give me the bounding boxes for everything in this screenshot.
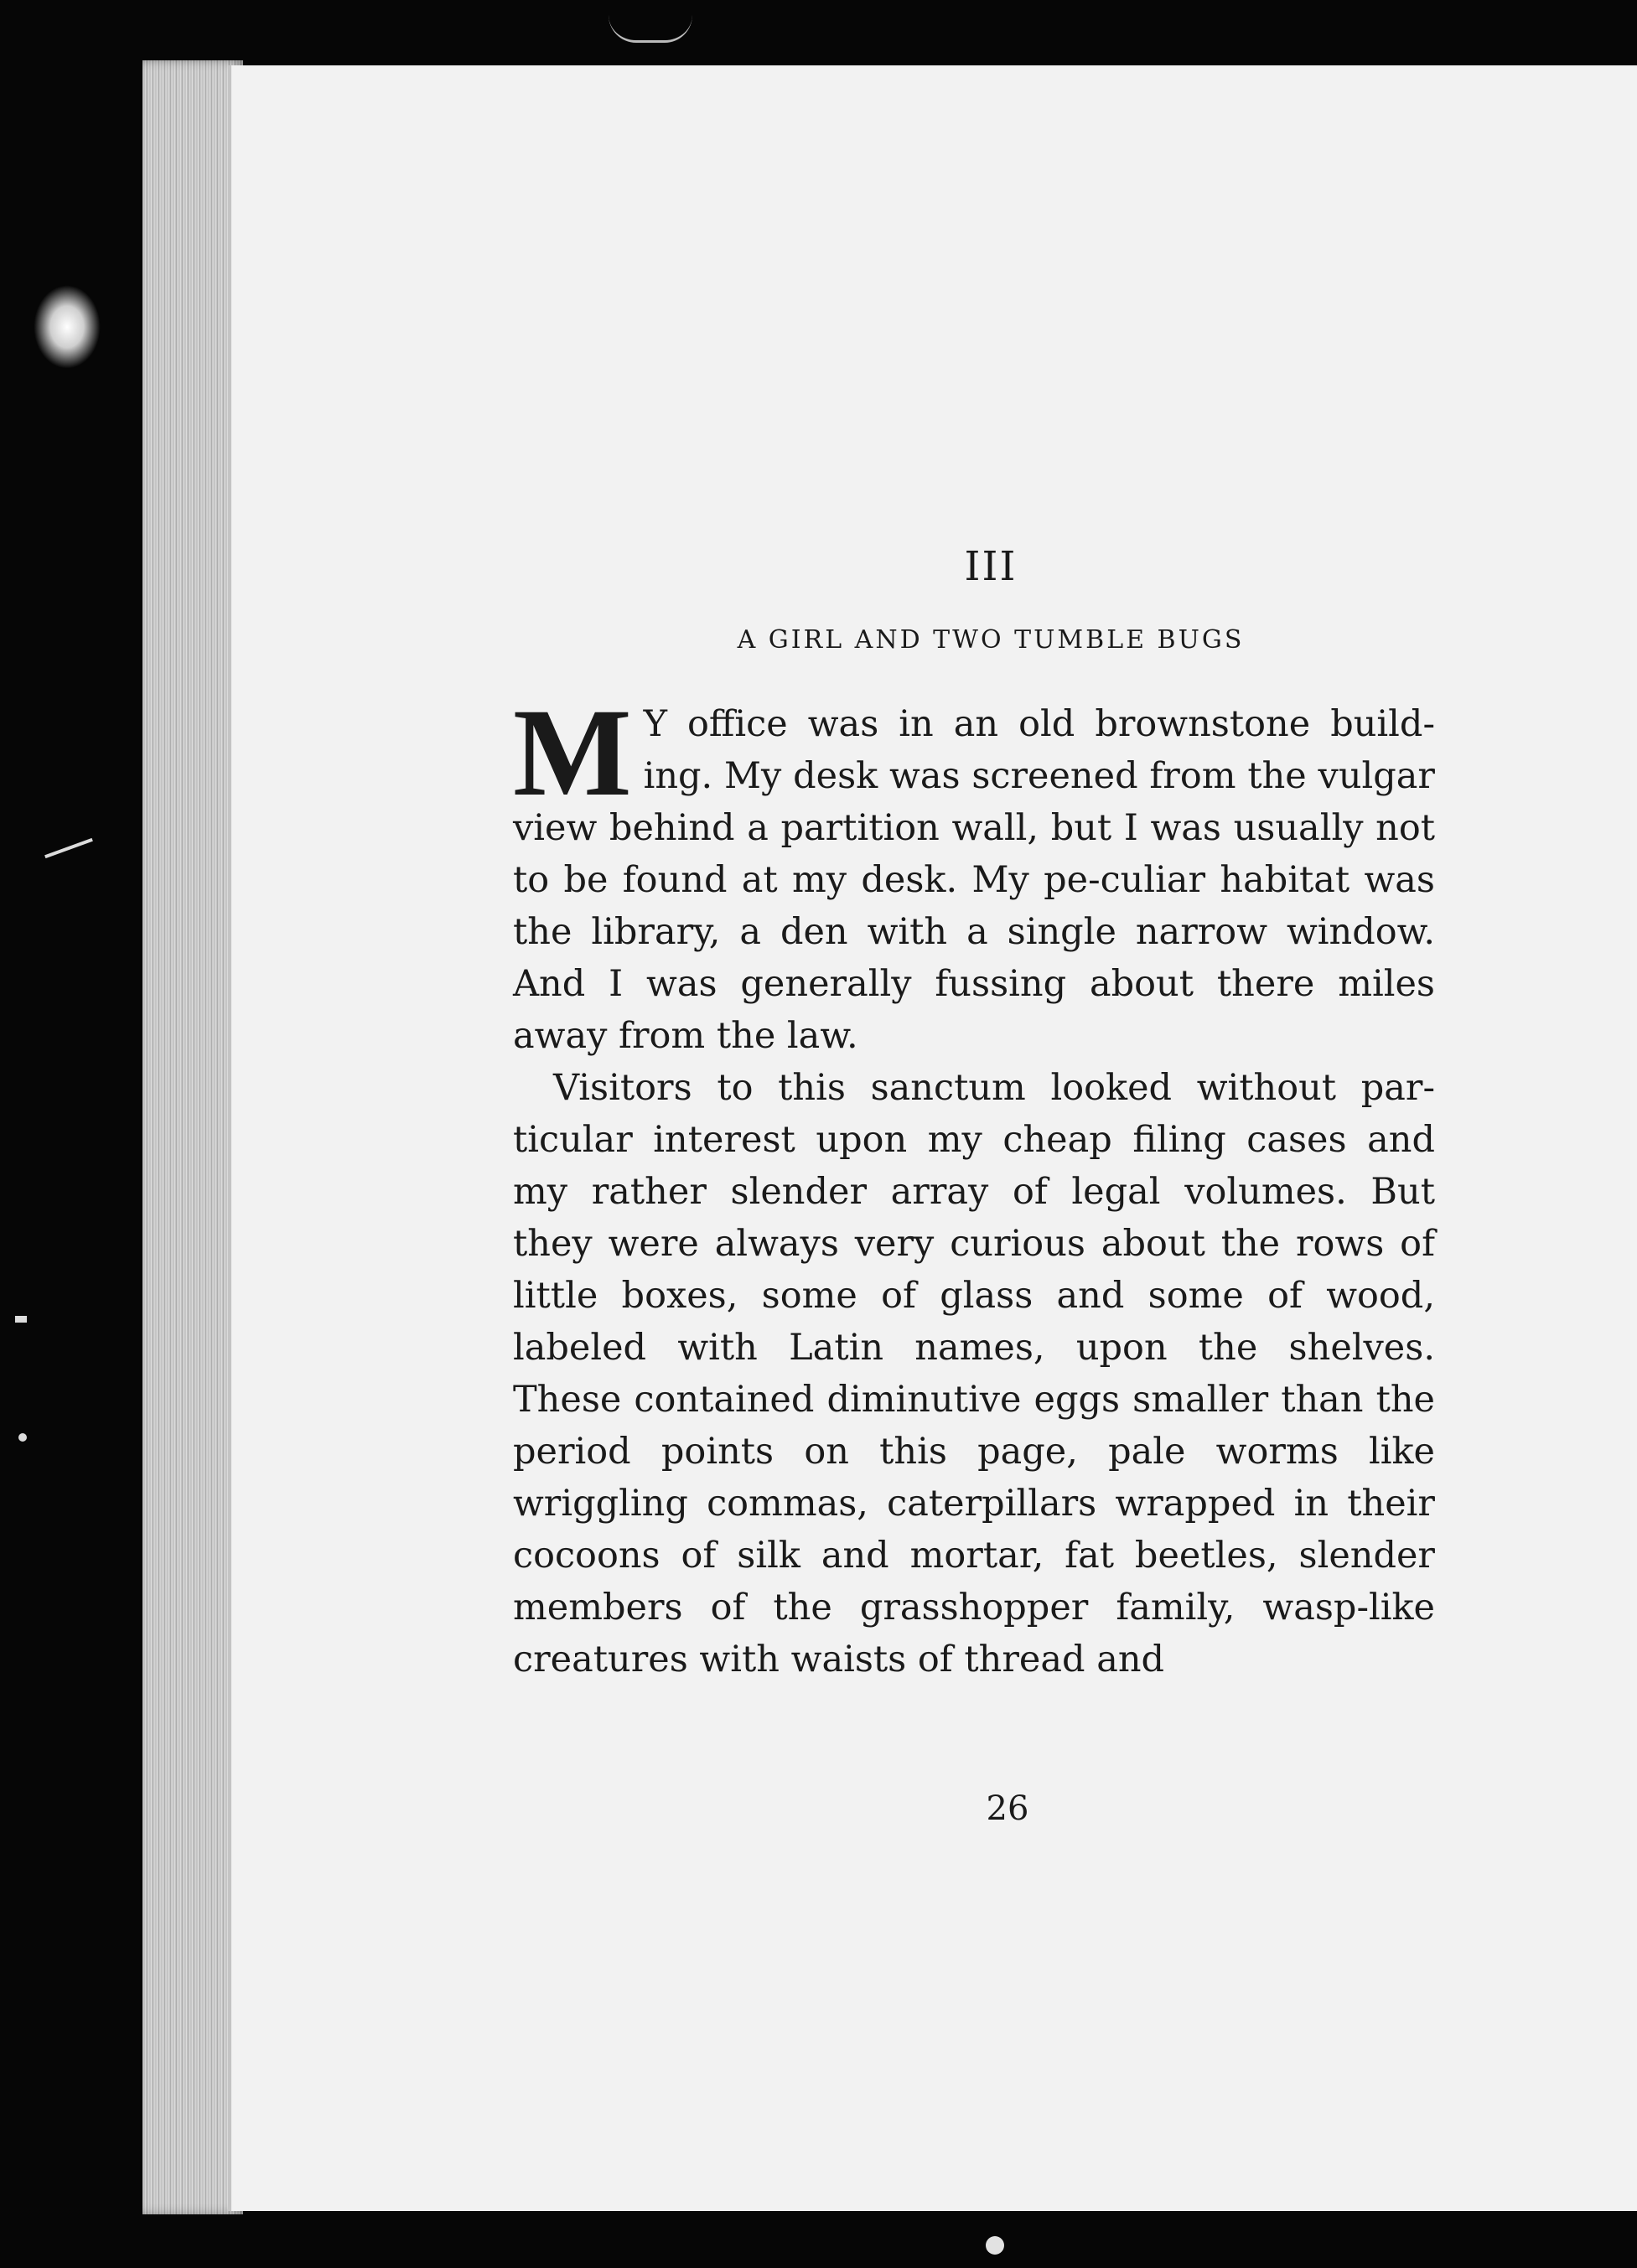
page-number: 26 [986,1789,1029,1828]
scan-artifact-top [609,15,692,43]
light-glare [34,285,101,369]
drop-cap: M [513,683,632,822]
paragraph-1-text: Y office was in an old brownstone build-ing. My desk was screened from the vulgar view behind a partition wall, but I was usually not to be found at my desk. My pe-culiar habitat was the library, a den with a single narrow window. And I was generally fussing about there miles away from the law. [513,703,1435,1057]
chapter-title: A GIRL AND TWO TUMBLE BUGS [737,625,1245,655]
paragraph-2: Visitors to this sanctum looked without par-ticular interest upon my cheap filing cases and my rather slender array of legal volumes. But they were always very curious about the rows of little boxes, some of glass and some of wood, labeled with Latin names, upon the shelves. These contained diminutive eggs smaller than the period points on this page, pale worms like wriggling commas, caterpillars wrapped in their cocoons of silk and mortar, fat beetles, slender members of the grasshopper family, wasp-like creatures with waists of thread and [513,1067,1435,1680]
scan-speck [18,1433,27,1442]
scan-speck [44,838,93,858]
paragraph-1 [513,683,1435,1062]
page-text [513,543,1435,1685]
scan-artifact-bottom [986,2236,1004,2255]
scan-speck [15,1316,27,1323]
chapter-number: III [964,543,1018,590]
